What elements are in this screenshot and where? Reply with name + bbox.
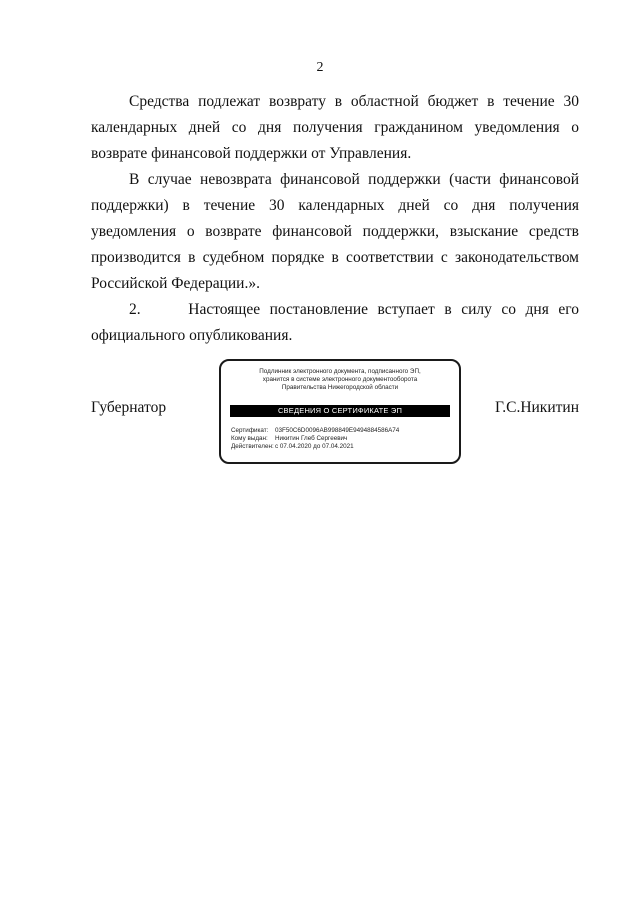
- valid-value: с 07.04.2020 до 07.04.2021: [275, 443, 354, 451]
- page-number: 2: [316, 60, 324, 75]
- paragraph-refund-terms: Средства подлежат возврату в областной бюджет в течение 30 календарных дней со дня получения гражданином уведомления о возврате финансовой поддержки от Управления.: [91, 93, 579, 162]
- issued-to-label: Кому выдан:: [231, 435, 268, 443]
- paragraph-effective-date: 2. Настоящее постановление вступает в силу со дня его официального опубликования.: [91, 301, 583, 344]
- stamp-header: [221, 368, 459, 392]
- valid-label: Действителен:: [231, 443, 274, 451]
- stamp-header-line: хранится в системе электронного документооборота: [262, 376, 418, 383]
- signature-position: Губернатор: [91, 399, 167, 416]
- stamp-header-line: Подлинник электронного документа, подписанного ЭП,: [259, 368, 421, 375]
- stamp-header-line: Правительства Нижегородской области: [281, 384, 399, 391]
- certificate-value: 03F50C6D0096AB998849E9494884586A74: [275, 427, 400, 434]
- stamp-certificate-bar: СВЕДЕНИЯ О СЕРТИФИКАТЕ ЭП: [230, 405, 450, 417]
- paragraph-court-recovery: В случае невозврата финансовой поддержки (части финансовой поддержки) в течение 30 календарных дней со дня получения уведомления о возврате финансовой поддержки, взыскание средств производится в судебном порядке в соответствии с законодательством Российской Федерации.».: [91, 171, 579, 292]
- stamp-valid-row: [231, 443, 453, 451]
- signature-name: Г.С.Никитин: [495, 399, 579, 416]
- electronic-signature-stamp: [219, 359, 461, 464]
- issued-to-value: Никитин Глеб Сергеевич: [275, 435, 348, 443]
- stamp-details: [231, 427, 453, 452]
- stamp-certificate-row: [231, 427, 453, 435]
- certificate-label: Сертификат:: [231, 427, 269, 434]
